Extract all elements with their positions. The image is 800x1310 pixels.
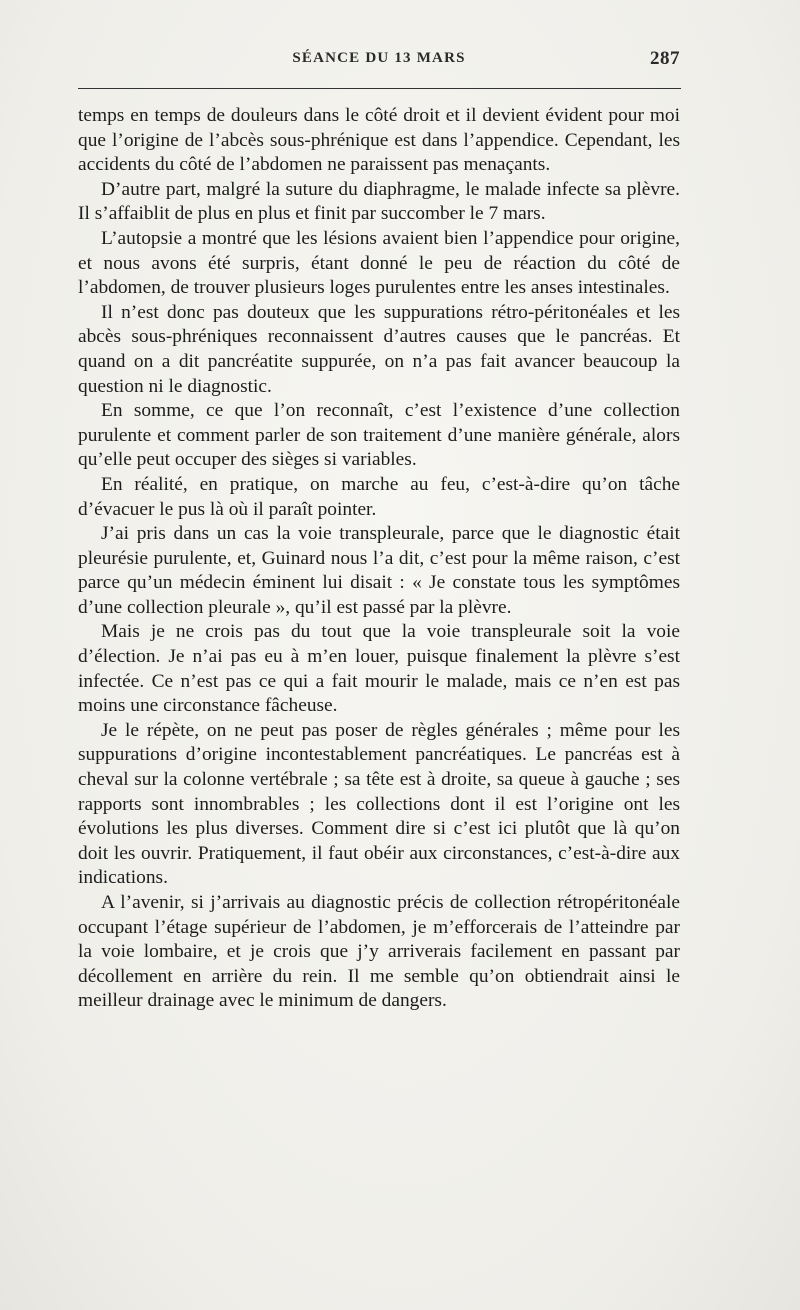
paragraph: En somme, ce que l’on reconnaît, c’est l’existence d’une collection purulente et comment parler de son traitement d’une manière générale, alors qu’elle peut occuper des sièges si variables. [78,400,680,471]
paragraph-continuation: temps en temps de douleurs dans le côté droit et il devient évident pour moi que l’origine de l’abcès sous-phrénique est dans l’appendice. Cependant, les accidents du côté de l’abdomen ne paraissent pas menaçants. [78,105,680,176]
paragraph: D’autre part, malgré la suture du diaphragme, le malade infecte sa plèvre. Il s’affaiblit de plus en plus et finit par succomber le 7 mars. [78,178,680,225]
paragraph: En réalité, en pratique, on marche au feu, c’est-à-dire qu’on tâche d’évacuer le pus là où il paraît pointer. [78,473,680,520]
paragraph: A l’avenir, si j’arrivais au diagnostic précis de collection rétropéritonéale occupant l’étage supérieur de l’abdomen, je m’efforcerais de l’atteindre par la voie lombaire, et je crois que j’y arriverais facilement en passant par décollement en arrière du rein. Il me semble qu’on obtiendrait ainsi le meilleur drainage avec le minimum de dangers. [78,892,680,1012]
body-text [78,104,680,1014]
header-rule [78,88,681,89]
page-number: 287 [650,48,680,69]
paragraph: Mais je ne crois pas du tout que la voie transpleurale soit la voie d’élection. Je n’ai pas eu à m’en louer, puisque finalement la plèvre s’est infectée. Ce n’est pas ce qui a fait mourir le malade, mais ce n’en est pas moins une circonstance fâcheuse. [78,621,680,717]
paragraph: Je le répète, on ne peut pas poser de règles générales ; même pour les suppurations d’origine incontestablement pancréatiques. Le pancréas est à cheval sur la colonne vertébrale ; sa tête est à droite, sa queue à gauche ; ses rapports sont innombrables ; les collections dont il est l’origine ont les évolutions les plus diverses. Comment dire si c’est ici plutôt que là qu’on doit les ouvrir. Pratiquement, il faut obéir aux circonstances, c’est-à-dire aux indications. [78,719,680,889]
running-head: SÉANCE DU 13 MARS [292,50,466,66]
paragraph: J’ai pris dans un cas la voie transpleurale, parce que le diagnostic était pleurésie purulente, et, Guinard nous l’a dit, c’est pour la même raison, c’est parce qu’un médecin éminent lui disait : « Je constate tous les symptômes d’une collection pleurale », qu’il est passé par la plèvre. [78,523,680,618]
page-header [78,48,680,74]
paragraph: Il n’est donc pas douteux que les suppurations rétro-péritonéales et les abcès sous-phréniques reconnaissent d’autres causes que le pancréas. Et quand on a dit pancréatite suppurée, on n’a pas fait avancer beaucoup la question ni le diagnostic. [78,301,680,397]
paragraph: L’autopsie a montré que les lésions avaient bien l’appendice pour origine, et nous avons été surpris, étant donné le peu de réaction du côté de l’abdomen, de trouver plusieurs loges purulentes entre les anses intestinales. [78,227,680,299]
